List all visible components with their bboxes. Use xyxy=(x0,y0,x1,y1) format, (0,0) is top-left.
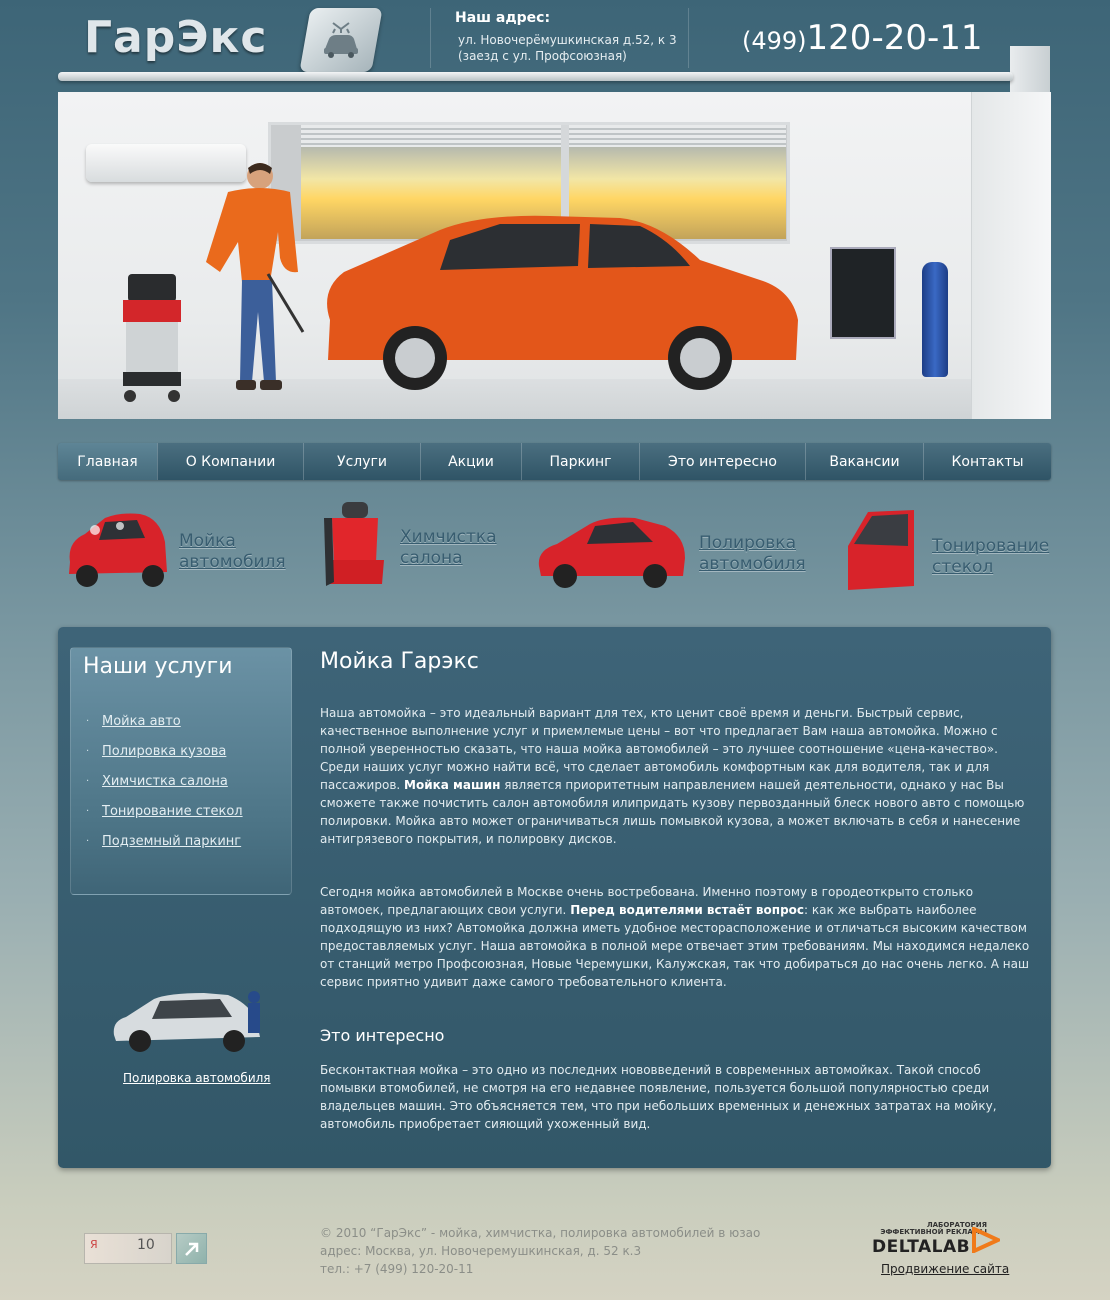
car-seat-image[interactable] xyxy=(320,500,390,592)
service-dry-cleaning xyxy=(320,500,520,600)
water-tank-image xyxy=(922,262,948,377)
sidebar-promo-link[interactable]: Полировка автомобиля xyxy=(123,1071,271,1085)
service-link-dry-cleaning[interactable]: Химчистка салона xyxy=(400,527,497,568)
sidebar-list xyxy=(86,706,243,856)
header xyxy=(0,0,1110,92)
service-link-polishing[interactable]: Полировка автомобиля xyxy=(699,533,806,574)
logo[interactable]: ГарЭкс xyxy=(84,12,268,63)
content-paragraph: Наша автомойка – это идеальный вариант для тех, кто ценит своё время и деньги. Быстрый сервис, качественное выполнение услуг и приемлемые цены – вот что предлагает Вам наша автомойка. Можно с полной уверенностью сказать, что наша мойка автомобилей – это лучшее соотношение «цена-качество». Среди наших услуг можно найти всё, что сделает автомобиль комфортным как для водителя, так и для пассажиров. Мойка машин является приоритетным направлением нашей деятельности, однако у нас Вы сможете также почистить салон автомобиля илипридать кузову первозданный блеск нового авто с помощью полировки. Мойка авто может ограничиваться лишь помывкой кузова, а может включать в себя и нанесение антигрязевого покрытия, и полировку дисков. xyxy=(320,706,1025,846)
content-paragraph: Бесконтактная мойка – это одно из последних нововведений в современных автомойках. Такой способ помывки втомобилей, не смотря на его недавнее появление, пользуется большой популярностью среди владельцев машин. Это объясняется тем, что при небольших временных и денежных затратах на мойку, автомобиль приобретает сияющий ухоженный вид. xyxy=(320,1063,997,1131)
nav-item-promotions[interactable]: Акции xyxy=(420,443,521,480)
deltalab-triangle-icon xyxy=(972,1227,1000,1253)
deltalab-logo[interactable]: ЛАБОРАТОРИЯ ЭФФЕКТИВНОЙ РЕКЛАМЫ DELTALAB xyxy=(872,1222,1000,1257)
content-paragraph: Сегодня мойка автомобилей в Москве очень востребована. Именно поэтому в городеоткрыто столько автомоек, предлагающих свои услуги. Перед водителями встаёт вопрос: как же выбрать наиболее подходящую из них? Автомойка должна иметь удобное месторасположение и отличаться высоким качеством предоставляемых услуг. Наша автомойка в полной мере отвечает этим требованиям. Мы находимся недалеко от станций метро Профсоюзная, Новые Черемушки, Калужская, так что добираться до нас очень легко. А наш сервис приятно удивит даже самого требовательного клиента. xyxy=(320,885,1030,989)
header-divider xyxy=(688,8,689,68)
sidebar-item-tinting[interactable]: · Тонирование стекол xyxy=(86,803,243,819)
seo-promotion-link[interactable]: Продвижение сайта xyxy=(881,1262,1010,1276)
nav-item-about[interactable]: О Компании xyxy=(157,443,303,480)
nav-item-services[interactable]: Услуги xyxy=(303,443,420,480)
nav-item-home[interactable]: Главная xyxy=(58,443,157,480)
main-nav xyxy=(58,443,1051,480)
hero-banner xyxy=(58,92,1051,419)
sidebar-item-car-wash[interactable]: · Мойка авто xyxy=(86,713,181,729)
vacuum-cleaner-image xyxy=(118,272,188,407)
silver-car-promo-image[interactable] xyxy=(108,987,268,1059)
header-divider xyxy=(430,8,431,68)
car-door-image[interactable] xyxy=(840,506,920,594)
footer-address: адрес: Москва, ул. Новочеремушкинская, д. 52 к.3 xyxy=(320,1244,642,1258)
page-title: Мойка Гарэкс xyxy=(320,649,479,674)
service-tinting xyxy=(840,500,1050,600)
footer-info xyxy=(320,1224,760,1278)
phone-code: (499) xyxy=(742,27,807,55)
content-panel xyxy=(58,627,1051,1168)
sidebar-title: Наши услуги xyxy=(83,654,233,679)
nav-item-parking[interactable]: Паркинг xyxy=(521,443,639,480)
nav-item-interesting[interactable]: Это интересно xyxy=(639,443,805,480)
service-link-car-wash[interactable]: Мойка автомобиля xyxy=(179,531,286,572)
washer-man-image xyxy=(198,162,308,402)
service-polishing xyxy=(535,500,835,600)
arrow-counter-icon[interactable] xyxy=(176,1233,207,1264)
service-link-tinting[interactable]: Тонирование стекол xyxy=(932,536,1050,577)
orange-car-image xyxy=(320,210,800,390)
header-rail-decor xyxy=(58,72,1013,81)
section-subtitle: Это интересно xyxy=(320,1026,445,1045)
footer-phone: тел.: +7 (499) 120-20-11 xyxy=(320,1262,474,1276)
service-car-wash xyxy=(60,500,310,600)
address-line: ул. Новочерёмушкинская д.52, к 3 xyxy=(458,33,677,47)
yandex-counter-badge[interactable]: Я 10 xyxy=(84,1233,172,1264)
car-wash-service-image[interactable] xyxy=(65,512,170,590)
nav-item-vacancies[interactable]: Вакансии xyxy=(805,443,923,480)
address-note: (заезд с ул. Профсоюзная) xyxy=(458,49,627,63)
sidebar-item-parking[interactable]: · Подземный паркинг xyxy=(86,833,242,849)
sidebar-item-body-polishing[interactable]: · Полировка кузова xyxy=(86,743,227,759)
polishing-car-image[interactable] xyxy=(535,514,687,592)
phone-number xyxy=(742,18,983,58)
services-sidebar xyxy=(70,647,292,895)
sidebar-item-interior-cleaning[interactable]: · Химчистка салона xyxy=(86,773,228,789)
main-content xyxy=(320,649,1038,1168)
content-emphasis: Перед водителями встаёт вопрос xyxy=(570,903,805,917)
nav-item-contacts[interactable]: Контакты xyxy=(923,443,1051,480)
content-link-car-wash: Мойка машин xyxy=(404,778,501,792)
banner-wall xyxy=(971,92,1051,419)
address-title: Наш адрес: xyxy=(455,10,551,26)
wash-equipment-image xyxy=(830,247,896,339)
car-wash-logo-icon xyxy=(299,8,382,72)
phone-main: 120-20-11 xyxy=(806,18,983,58)
footer-copyright: © 2010 “ГарЭкс” - мойка, химчистка, полировка автомобилей в юзао xyxy=(320,1226,761,1240)
header-wall-decor xyxy=(1010,46,1050,92)
